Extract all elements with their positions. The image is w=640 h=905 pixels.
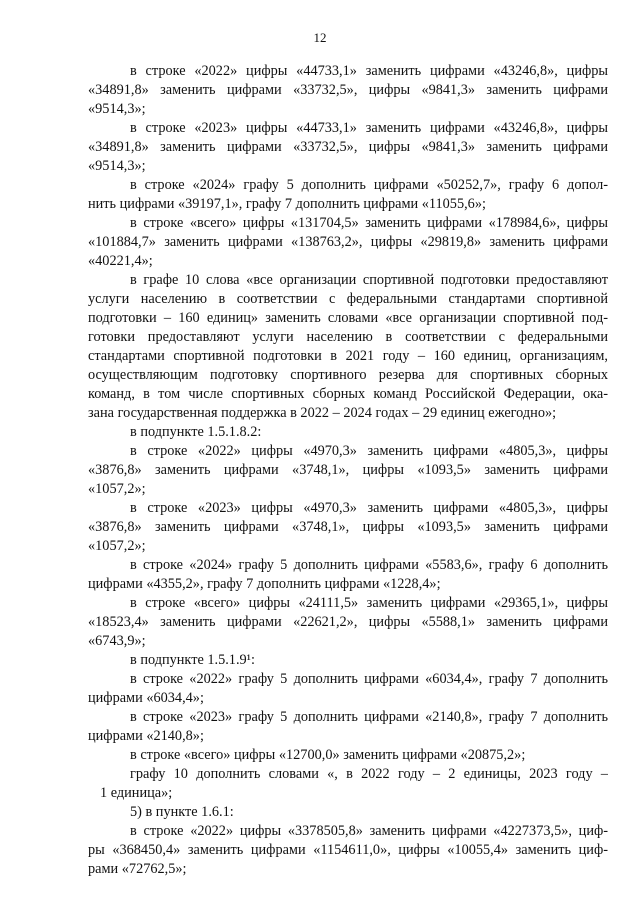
- document-body: [88, 62, 608, 879]
- text-line: «9514,3»;: [88, 101, 146, 117]
- text-line: подготовки – 160 единиц» заменить словами «все организации спортивной под-: [88, 310, 608, 326]
- text-line: нить цифрами «39197,1», графу 7 дополнить цифрами «11055,6»;: [88, 196, 486, 212]
- text-line: «34891,8» заменить цифрами «33732,5», цифры «9841,3» заменить цифрами: [88, 82, 608, 98]
- text-line: в строке «2022» цифры «3378505,8» заменить цифрами «4227373,5», циф-: [130, 823, 608, 839]
- text-line: цифрами «2140,8»;: [88, 728, 204, 744]
- text-line: в строке «2023» цифры «4970,3» заменить цифрами «4805,3», цифры: [130, 500, 608, 516]
- page-number: 12: [313, 30, 327, 45]
- text-line: в строке «2024» графу 5 дополнить цифрами «50252,7», графу 6 допол-: [130, 177, 608, 193]
- text-line: графу 10 дополнить словами «, в 2022 году – 2 единицы, 2023 году –: [130, 766, 608, 782]
- text-line: в строке «2023» цифры «44733,1» заменить цифрами «43246,8», цифры: [130, 120, 608, 136]
- text-line: в строке «2024» графу 5 дополнить цифрами «5583,6», графу 6 дополнить: [130, 557, 608, 573]
- text-line: в строке «2022» цифры «4970,3» заменить цифрами «4805,3», цифры: [130, 443, 608, 459]
- text-line: команд, в том числе спортивных сборных команд Российской Федерации, ока-: [88, 386, 608, 402]
- text-line: в строке «2022» цифры «44733,1» заменить цифрами «43246,8», цифры: [130, 63, 608, 79]
- text-line: осуществляющим подготовку спортивного резерва для спортивных сборных: [88, 367, 608, 383]
- text-line: «34891,8» заменить цифрами «33732,5», цифры «9841,3» заменить цифрами: [88, 139, 608, 155]
- text-line: в подпункте 1.5.1.8.2:: [130, 424, 262, 440]
- text-line: цифрами «6034,4»;: [88, 690, 204, 706]
- text-line: 1 единица»;: [100, 785, 173, 801]
- text-line: стандартами спортивной подготовки в 2021 году – 160 единиц, организациям,: [88, 348, 608, 364]
- text-line: в подпункте 1.5.1.9¹:: [130, 652, 255, 668]
- text-line: 5) в пункте 1.6.1:: [130, 804, 234, 820]
- text-line: ры «368450,4» заменить цифрами «1154611,0», цифры «10055,4» заменить циф-: [88, 842, 608, 858]
- text-line: в строке «2022» графу 5 дополнить цифрами «6034,4», графу 7 дополнить: [130, 671, 608, 687]
- text-line: «6743,9»;: [88, 633, 146, 649]
- text-line: зана государственная поддержка в 2022 – 2024 годах – 29 единиц ежегодно»;: [88, 405, 557, 421]
- text-line: «1057,2»;: [88, 538, 146, 554]
- text-line: в графе 10 слова «все организации спортивной подготовки предоставляют: [130, 272, 608, 288]
- text-line: в строке «2023» графу 5 дополнить цифрами «2140,8», графу 7 дополнить: [130, 709, 608, 725]
- text-line: в строке «всего» цифры «131704,5» заменить цифрами «178984,6», цифры: [130, 215, 608, 231]
- text-line: «18523,4» заменить цифрами «22621,2», цифры «5588,1» заменить цифрами: [88, 614, 608, 630]
- text-line: «40221,4»;: [88, 253, 153, 269]
- text-line: «3876,8» заменить цифрами «3748,1», цифры «1093,5» заменить цифрами: [88, 462, 608, 478]
- text-line: «1057,2»;: [88, 481, 146, 497]
- text-line: в строке «всего» цифры «12700,0» заменить цифрами «20875,2»;: [130, 747, 526, 763]
- text-line: цифрами «4355,2», графу 7 дополнить цифрами «1228,4»;: [88, 576, 441, 592]
- text-line: готовки предоставляют услуги населению в соответствии с федеральными: [88, 329, 608, 345]
- text-line: рами «72762,5»;: [88, 861, 187, 877]
- text-line: в строке «всего» цифры «24111,5» заменить цифрами «29365,1», цифры: [130, 595, 608, 611]
- text-line: услуги населению в соответствии с федеральными стандартами спортивной: [88, 291, 608, 307]
- text-line: «3876,8» заменить цифрами «3748,1», цифры «1093,5» заменить цифрами: [88, 519, 608, 535]
- text-line: «101884,7» заменить цифрами «138763,2», цифры «29819,8» заменить цифрами: [88, 234, 608, 250]
- text-line: «9514,3»;: [88, 158, 146, 174]
